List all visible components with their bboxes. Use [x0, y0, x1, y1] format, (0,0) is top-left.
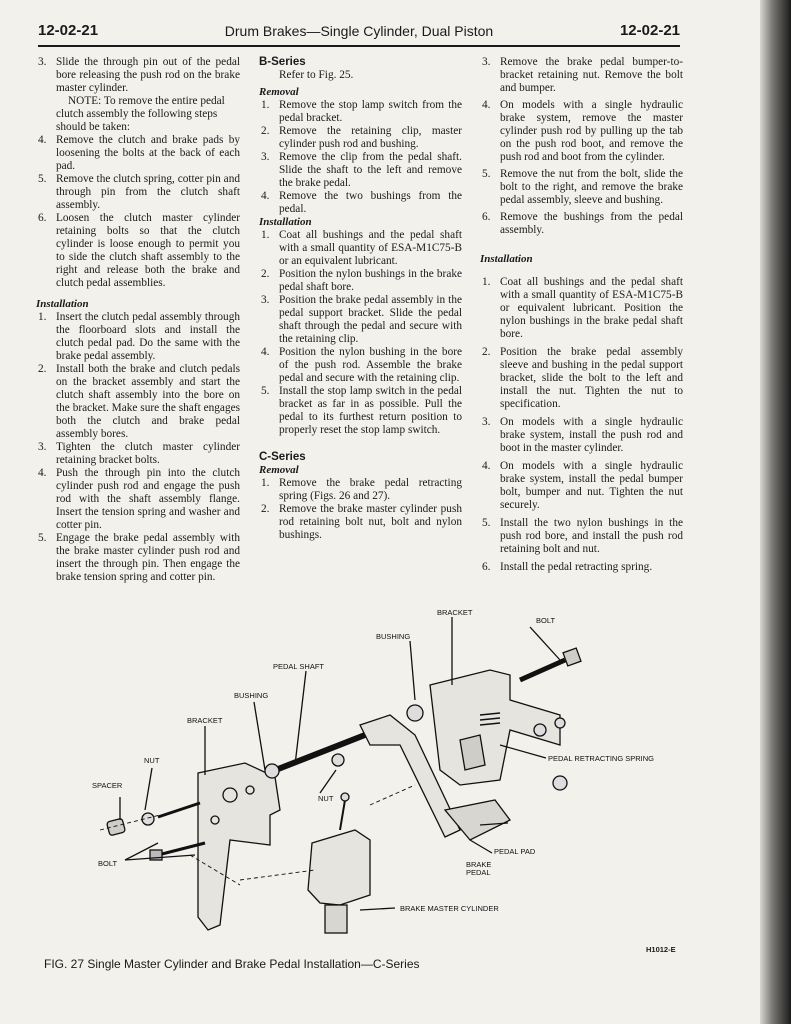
label-bushing-top: BUSHING	[376, 632, 411, 641]
list-item: 4. On models with a single hydraulic brake system, remove the master cylinder push rod by pulling up the tab on the push rod boot, and remove the push rod and boot from the cylinder.	[482, 99, 683, 163]
header-rule	[38, 45, 680, 47]
list-item: 2. Position the brake pedal assembly sleeve and bushing in the pedal support bracket, slide the bolt to the left and install the nut. Tighten the nut to specification.	[482, 346, 683, 410]
list-item: 1. Insert the clutch pedal assembly through the floorboard slots and install the clutch pedal pad. Do the same with the brake pedal assembly.	[38, 311, 240, 362]
list-item: 3. Tighten the clutch master cylinder retaining bracket bolts.	[38, 441, 240, 466]
list-item: 5. Install the two nylon bushings in the push rod bore, and install the push rod retaining bolt and nut.	[482, 517, 683, 555]
figure-id: H1012-E	[646, 945, 676, 954]
label-bushing-left: BUSHING	[234, 691, 269, 700]
page-header	[38, 22, 680, 46]
left-bracket-shape	[198, 763, 280, 930]
page-edge-shadow	[760, 0, 791, 1024]
list-item: 4. Remove the clutch and brake pads by loosening the bolts at the back of each pad.	[38, 134, 240, 172]
list-item: 2. Remove the brake master cylinder push rod retaining bolt nut, bolt and nylon bushings.	[261, 503, 462, 541]
column-1	[36, 56, 240, 584]
page-number-right: 12-02-21	[619, 22, 680, 39]
list-item: 5. Remove the clutch spring, cotter pin and through pin from the clutch shaft assembly.	[38, 173, 240, 211]
list-item: 6. Loosen the clutch master cylinder retaining bolts so that the clutch cylinder is loose enough to permit you to side the clutch shaft assembly to the right and release both the brake and clutch pedal assemblies.	[38, 212, 240, 289]
reference-text: Refer to Fig. 25.	[279, 69, 354, 81]
label-pedal-shaft: PEDAL SHAFT	[273, 662, 324, 671]
list-item: 5. Install the stop lamp switch in the pedal bracket as far in as possible. Pull the pedal to its furthest return position to properly reset the stop lamp switch.	[261, 385, 462, 436]
subsection-heading: Removal	[259, 464, 299, 476]
label-brake-pedal-line1: BRAKE	[466, 860, 492, 869]
subsection-heading: Installation	[480, 253, 533, 265]
subsection-heading: Removal	[259, 86, 299, 98]
label-nut-center: NUT	[318, 794, 334, 803]
label-retracting-spring: PEDAL RETRACTING SPRING	[548, 754, 654, 763]
list-item: 3. Remove the clip from the pedal shaft. Slide the shaft to the left and remove the brake pedal.	[261, 151, 462, 189]
list-item: 1. Coat all bushings and the pedal shaft with a small quantity of ESA-M1C75-B or an equivalent lubricant.	[261, 229, 462, 267]
list-item: 6. Install the pedal retracting spring.	[482, 561, 653, 573]
list-item: 1. Remove the brake pedal retracting spring (Figs. 26 and 27).	[261, 477, 462, 502]
section-heading: C-Series	[259, 451, 306, 463]
list-item: 3. Position the brake pedal assembly in the pedal support bracket. Slide the pedal shaft through the pedal and secure with the retaining clip.	[261, 294, 462, 345]
section-heading: B-Series	[259, 56, 306, 68]
page-title: Drum Brakes—Single Cylinder, Dual Piston	[224, 23, 494, 39]
label-bolt-top: BOLT	[536, 616, 556, 625]
list-item: 5. Engage the brake pedal assembly with the brake master cylinder push rod and insert the through pin. Then engage the brake tension spring and cotter pin.	[38, 532, 240, 583]
label-bracket-top: BRACKET	[437, 608, 473, 617]
list-item: 2. Install both the brake and clutch pedals on the bracket assembly and start the clutch shaft assembly into the bore on the bracket. Make sure the shaft engages both the clutch and brake pedal assembly bores.	[38, 363, 240, 440]
note-text: NOTE: To remove the entire pedal clutch assembly the following steps should be taken:	[56, 95, 225, 133]
list-item: 6. Remove the bushings from the pedal assembly.	[482, 211, 683, 236]
section-heading: Installation	[36, 298, 89, 310]
exploded-diagram-figure	[40, 605, 690, 950]
list-item: 3. Slide the through pin out of the pedal bore releasing the push rod on the brake master cylinder.	[38, 56, 240, 94]
list-item: 2. Position the nylon bushings in the brake pedal shaft bore.	[261, 268, 462, 293]
list-item: 1. Remove the stop lamp switch from the pedal bracket.	[261, 99, 462, 124]
column-3	[480, 56, 683, 574]
label-spacer: SPACER	[92, 781, 123, 790]
column-2	[259, 56, 462, 542]
figure-caption: FIG. 27 Single Master Cylinder and Brake Pedal Installation—C-Series	[44, 957, 420, 971]
list-item: 3. Remove the brake pedal bumper-to-bracket retaining nut. Remove the bolt and bumper.	[482, 56, 683, 94]
list-item: 4. Push the through pin into the clutch cylinder push rod and engage the push rod with the shaft assembly flange. Insert the tension spring and washer and cotter pin.	[38, 467, 240, 531]
subsection-heading: Installation	[259, 216, 312, 228]
pedal-assembly-drawing	[40, 605, 690, 950]
list-item: 4. On models with a single hydraulic brake system, install the pedal bumper bolt, bumper and nut. Tighten the nut securely.	[482, 460, 683, 511]
label-brake-pedal-line2: PEDAL	[466, 868, 491, 877]
label-nut-left: NUT	[144, 756, 160, 765]
list-item: 3. On models with a single hydraulic brake system, install the push rod and boot in the master cylinder.	[482, 416, 683, 454]
label-master-cylinder: BRAKE MASTER CYLINDER	[400, 904, 499, 913]
list-item: 1. Coat all bushings and the pedal shaft with a small quantity of ESA-M1C75-B or equivalent lubricant. Position the nylon bushings in the brake pedal shaft bore.	[482, 276, 683, 340]
list-item: 4. Remove the two bushings from the pedal.	[261, 190, 462, 215]
label-bolt-left: BOLT	[98, 859, 118, 868]
label-bracket-left: BRACKET	[187, 716, 223, 725]
list-item: 4. Position the nylon bushing in the bore of the push rod. Assemble the brake pedal and secure with the retaining clip.	[261, 346, 462, 384]
list-item: 2. Remove the retaining clip, master cylinder push rod and bushing.	[261, 125, 462, 150]
page-number-left: 12-02-21	[38, 22, 99, 39]
list-item: 5. Remove the nut from the bolt, slide the bolt to the right, and remove the brake pedal assembly, sleeve and bushing.	[482, 168, 683, 206]
label-pedal-pad: PEDAL PAD	[494, 847, 536, 856]
